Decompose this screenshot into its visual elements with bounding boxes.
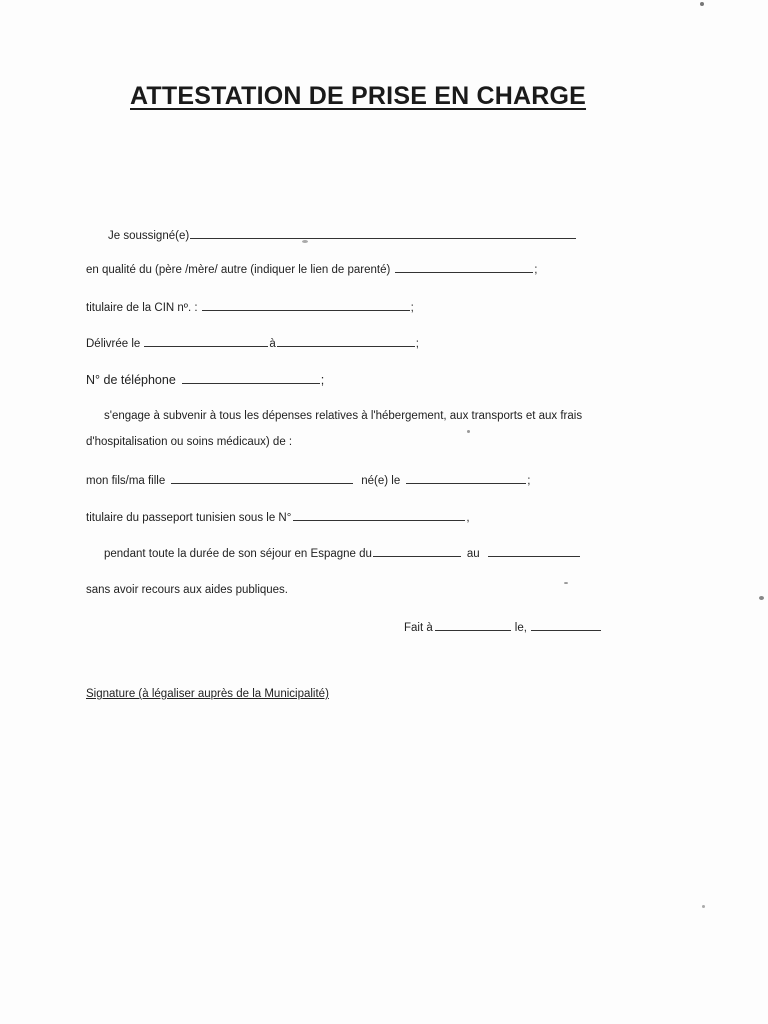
label-fait-a: Fait à xyxy=(404,622,433,634)
field-date-naissance[interactable] xyxy=(406,473,526,484)
line-delivree xyxy=(86,336,419,350)
field-date-debut[interactable] xyxy=(373,546,461,557)
label-telephone: N° de téléphone xyxy=(86,373,176,387)
line-fait-a xyxy=(404,620,602,634)
line-telephone xyxy=(86,373,324,387)
label-delivree: Délivrée le xyxy=(86,338,141,350)
field-nom-enfant[interactable] xyxy=(171,473,353,484)
punct-cin: ; xyxy=(410,302,414,314)
punct-fils-fille: ; xyxy=(527,475,531,487)
text-engage: s'engage à subvenir à tous les dépenses relatives à l'hébergement, aux transports et aux frais xyxy=(104,410,583,422)
field-soussigne[interactable] xyxy=(190,228,576,239)
scan-speck xyxy=(564,582,568,584)
punct-delivree: ; xyxy=(415,338,419,350)
field-date-fin[interactable] xyxy=(488,546,580,557)
scan-speck xyxy=(302,240,308,243)
punct-qualite: ; xyxy=(534,264,538,276)
field-lieu-delivrance[interactable] xyxy=(277,336,415,347)
label-passeport: titulaire du passeport tunisien sous le N° xyxy=(86,512,292,524)
line-sejour xyxy=(104,546,581,560)
field-date-delivrance[interactable] xyxy=(144,336,268,347)
field-cin[interactable] xyxy=(202,300,410,311)
field-telephone[interactable] xyxy=(182,373,320,384)
signature-label: Signature (à légaliser auprès de la Municipalité) xyxy=(86,688,329,700)
document-title: ATTESTATION DE PRISE EN CHARGE xyxy=(130,82,587,110)
punct-passeport: , xyxy=(466,512,470,524)
text-aides: sans avoir recours aux aides publiques. xyxy=(86,584,289,596)
field-lieu-signature[interactable] xyxy=(435,620,511,631)
scan-speck xyxy=(759,596,764,600)
line-aides xyxy=(86,584,288,596)
line-fils-fille xyxy=(86,473,530,487)
text-hospitalisation: d'hospitalisation ou soins médicaux) de : xyxy=(86,436,293,448)
label-le: le, xyxy=(514,622,527,634)
line-qualite xyxy=(86,262,538,276)
line-hospitalisation xyxy=(86,436,292,448)
label-ne-le: né(e) le xyxy=(361,475,401,487)
label-fils-fille: mon fils/ma fille xyxy=(86,475,166,487)
punct-telephone: ; xyxy=(320,373,325,387)
line-soussigne xyxy=(108,228,577,242)
line-cin xyxy=(86,300,414,314)
label-sejour: pendant toute la durée de son séjour en Espagne du xyxy=(104,548,372,560)
field-passeport[interactable] xyxy=(293,510,465,521)
scan-speck xyxy=(467,430,470,433)
label-cin: titulaire de la CIN nº. : xyxy=(86,302,198,314)
line-passeport xyxy=(86,510,470,524)
line-engage xyxy=(104,410,582,422)
label-a: à xyxy=(269,338,276,350)
label-qualite: en qualité du (père /mère/ autre (indiquer le lien de parenté) xyxy=(86,264,391,276)
scan-speck xyxy=(700,2,704,6)
label-soussigne: Je soussigné(e) xyxy=(108,230,190,242)
field-lien-parente[interactable] xyxy=(395,262,533,273)
field-date-signature[interactable] xyxy=(531,620,601,631)
scan-speck xyxy=(702,905,705,908)
label-au: au xyxy=(466,548,480,560)
